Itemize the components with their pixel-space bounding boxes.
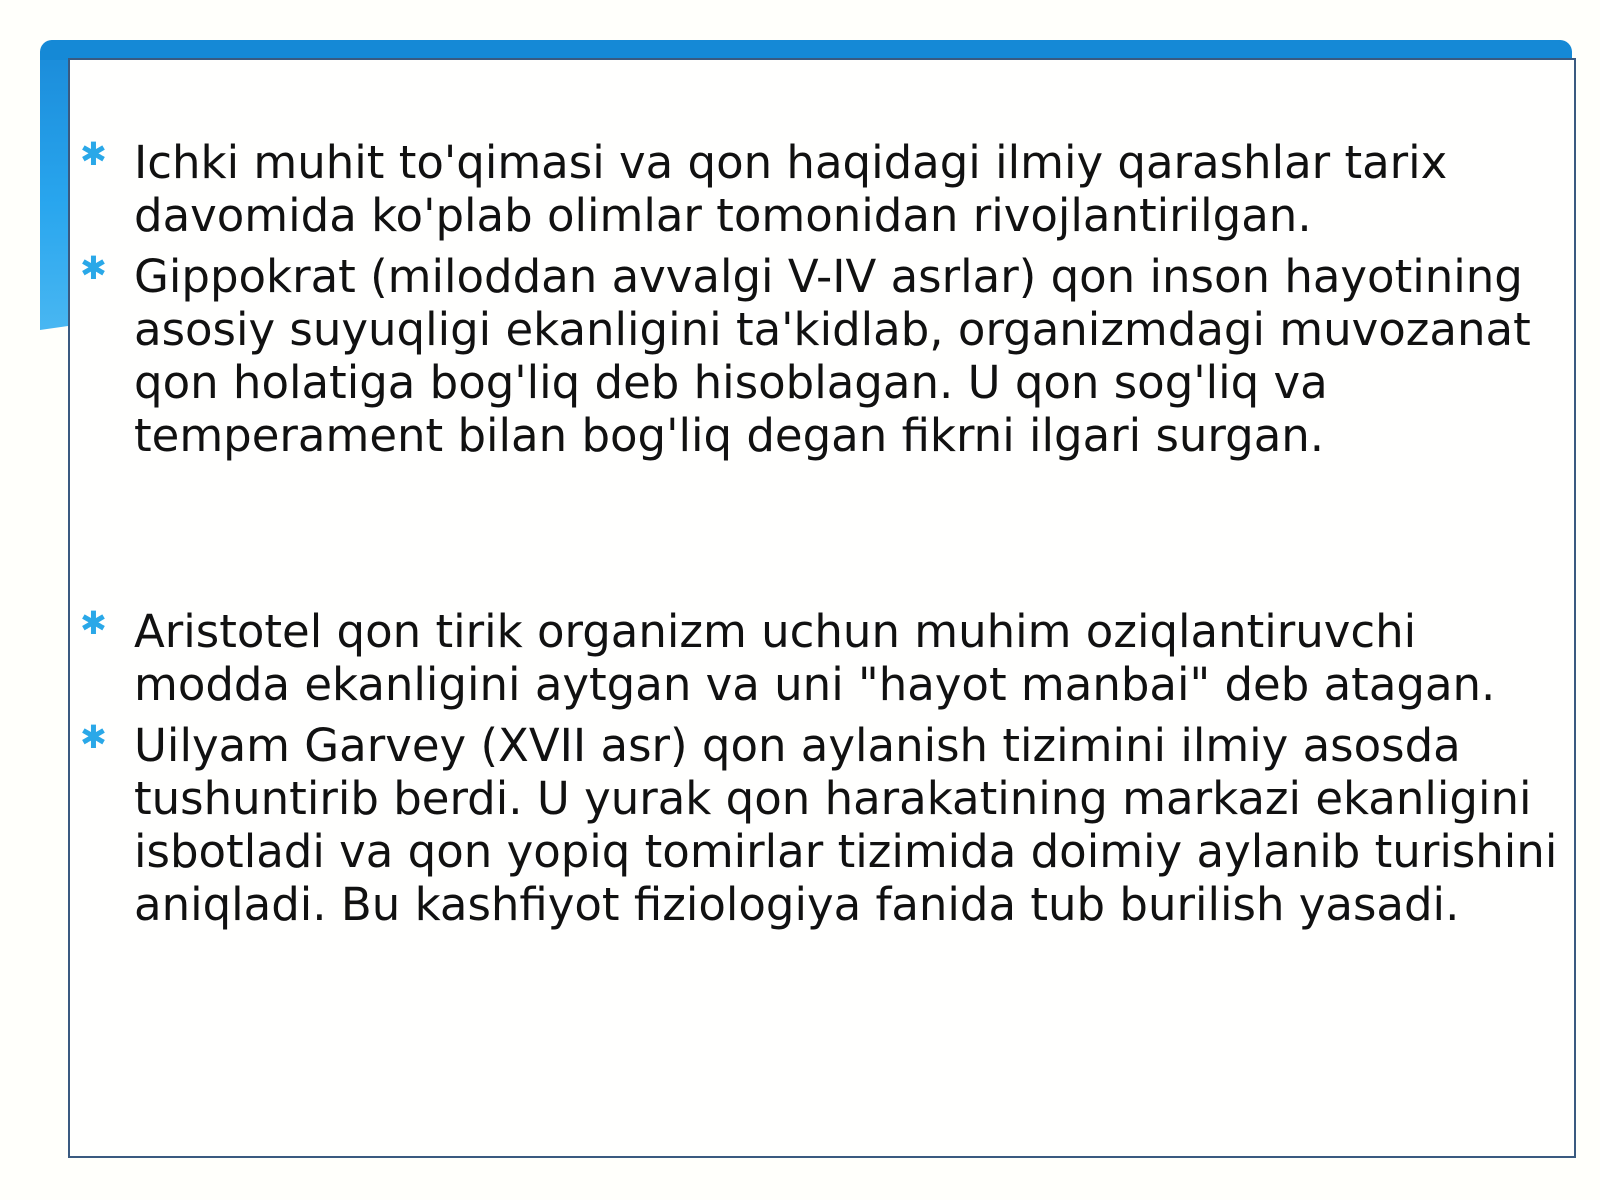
asterisk-bullet-icon: ✱ xyxy=(80,135,107,173)
asterisk-bullet-icon: ✱ xyxy=(80,718,107,756)
bullet-text-4: Uilyam Garvey (XVII asr) qon aylanish tizimini ilmiy asosda tushuntirib berdi. U yurak qon harakatining markazi ekanligini isbotladi va qon yopiq tomirlar tizimida doimiy aylanib turishini aniqladi. Bu kashfiyot fiziologiya fanida tub burilish yasadi. xyxy=(134,719,1558,931)
bullet-item-3 xyxy=(80,605,1560,711)
asterisk-bullet-icon: ✱ xyxy=(80,604,107,642)
bullet-text-3: Aristotel qon tirik organizm uchun muhim oziqlantiruvchi modda ekanligini aytgan va uni "hayot manbai" deb atagan. xyxy=(134,605,1496,711)
bullet-text-1: Ichki muhit to'qimasi va qon haqidagi ilmiy qarashlar tarix davomida ko'plab olimlar tomonidan rivojlantirilgan. xyxy=(134,136,1448,242)
bullet-text-2: Gippokrat (miloddan avvalgi V-IV asrlar) qon inson hayotining asosiy suyuqligi ekanligini ta'kidlab, organizmdagi muvozanat qon holatiga bog'liq deb hisoblagan. U qon sog'liq va temperament bilan bog'liq degan fikrni ilgari surgan. xyxy=(134,250,1531,462)
asterisk-bullet-icon: ✱ xyxy=(80,249,107,287)
bullet-item-4 xyxy=(80,719,1560,931)
bullet-item-2 xyxy=(80,250,1560,462)
bullet-list xyxy=(80,136,1560,939)
slide-accent-top-strip xyxy=(40,40,1572,60)
bullet-item-1 xyxy=(80,136,1560,242)
